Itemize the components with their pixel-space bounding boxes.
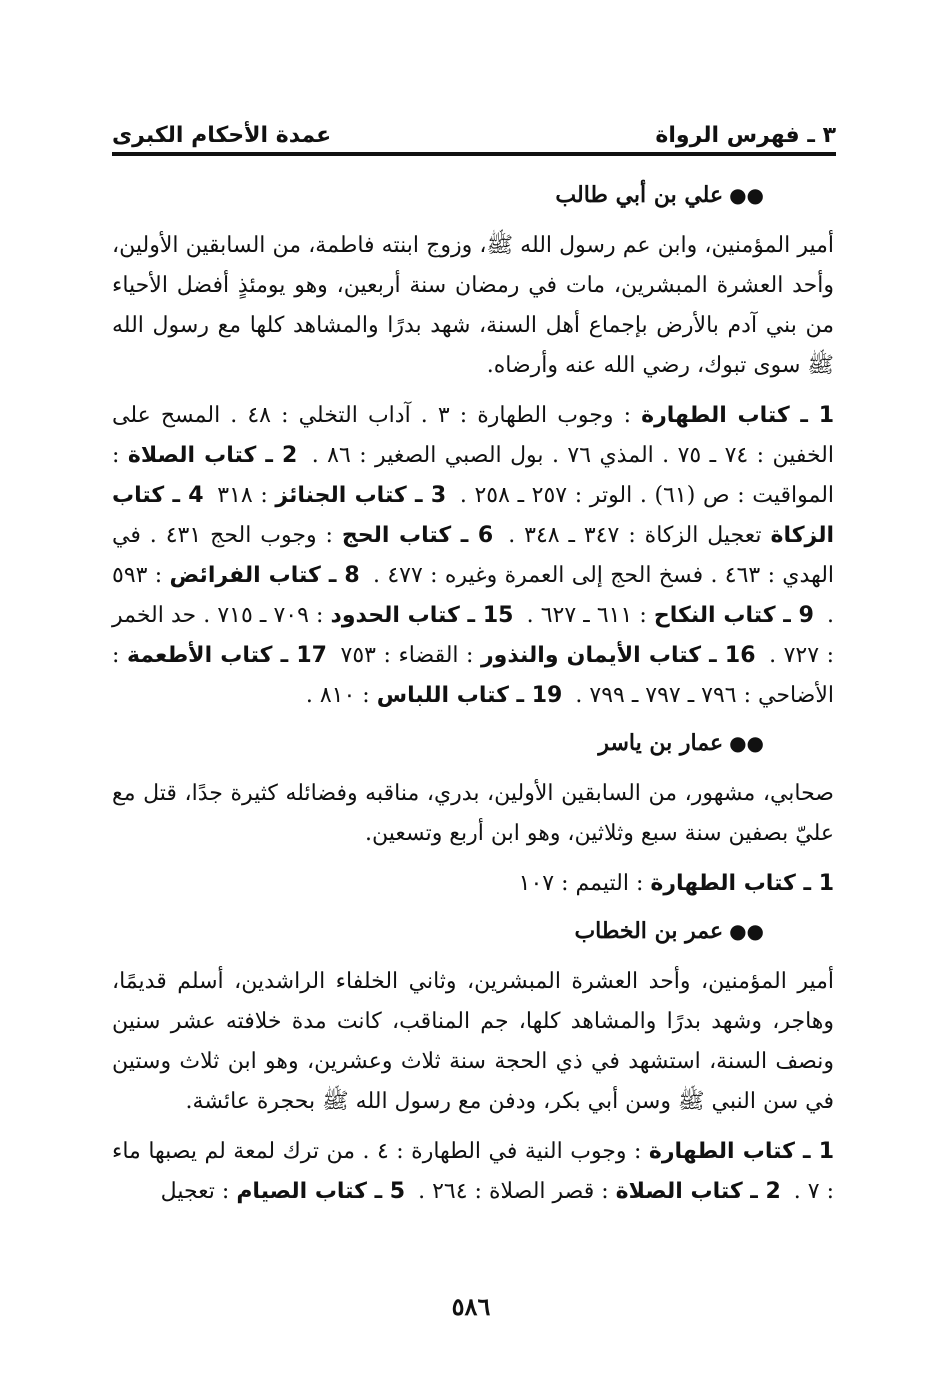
book-label: 2 ـ كتاب الصلاة <box>127 443 298 468</box>
book-label: 16 ـ كتاب الأيمان والنذور <box>480 643 756 668</box>
narrator-name-text: عمار بن ياسر <box>598 730 724 756</box>
book-label: 1 ـ كتاب الطهارة <box>641 403 834 428</box>
book-label: 8 ـ كتاب الفرائض <box>169 563 360 588</box>
hadith-references <box>112 864 834 904</box>
narrator-name <box>112 182 834 208</box>
reference-entry <box>161 1179 405 1204</box>
bullet-icon: ●● <box>729 183 764 207</box>
book-label: 19 ـ كتاب اللباس <box>376 683 563 708</box>
reference-text: : ٨١٠ . <box>305 683 370 708</box>
book-label: 5 ـ كتاب الصيام <box>236 1179 406 1204</box>
book-label: 17 ـ كتاب الأطعمة <box>126 643 327 668</box>
book-label: 2 ـ كتاب الصلاة <box>615 1179 781 1204</box>
reference-text: : القضاء : ٧٥٣ <box>340 643 474 668</box>
reference-text: تعجيل الزكاة : ٣٤٧ ـ ٣٤٨ . <box>508 523 762 548</box>
book-label: 15 ـ كتاب الحدود <box>330 603 514 628</box>
reference-text: : ٦١١ ـ ٦٢٧ . <box>526 603 647 628</box>
reference-text: : وجوب الحج ٤٣١ . في الهدي : ٤٦٣ . فسخ الحج إلى العمرة وغيره : ٤٧٧ . <box>112 523 835 588</box>
reference-entry <box>333 643 756 668</box>
reference-text: : ٧٠٩ ـ ٧١٥ . حد الخمر : ٧٢٧ . <box>112 603 834 668</box>
section-title: ٣ ـ فهرس الرواة <box>655 123 836 148</box>
narrator-bio: أمير المؤمنين، وأحد العشرة المبشرين، وثاني الخلفاء الراشدين، أسلم قديمًا، وهاجر، وشهد بدرًا والمشاهد كلها، جم المناقب، كانت مدة خلافته عشر سنين ونصف السنة، استشهد في ذي الحجة سنة ثلاث وعشرين، وهو ابن ثلاث وستين في سن النبي ﷺ وسن أبي بكر، ودفن مع رسول الله ﷺ بحجرة عائشة. <box>112 969 834 1114</box>
book-label: 6 ـ كتاب الحج <box>341 523 494 548</box>
page-number: ٥٨٦ <box>451 1292 491 1321</box>
reference-text: : قصر الصلاة : ٢٦٤ . <box>418 1179 609 1204</box>
book-label: 3 ـ كتاب الجنائز <box>275 483 447 508</box>
reference-text: : تعجيل <box>160 1179 230 1204</box>
narrator-name-text: عمر بن الخطاب <box>574 918 724 944</box>
reference-text: : الأضاحي : ٧٩٦ ـ ٧٩٧ ـ ٧٩٩ . <box>112 643 834 708</box>
reference-entry <box>519 871 834 896</box>
reference-text: : المواقيت : ص (٦١) . الوتر : ٢٥٧ ـ ٢٥٨ . <box>112 443 835 508</box>
book-label: 1 ـ كتاب الطهارة <box>650 871 834 896</box>
book-label: 4 ـ كتاب الزكاة <box>112 483 834 548</box>
bullet-icon: ●● <box>729 919 764 943</box>
bullet-icon: ●● <box>729 731 764 755</box>
reference-text: : التيمم : ١٠٧ <box>518 871 644 896</box>
narrator-name-text: علي بن أبي طالب <box>555 182 724 208</box>
reference-text: : ٣١٨ <box>217 483 268 508</box>
reference-entry <box>306 683 563 708</box>
book-title: عمدة الأحكام الكبرى <box>112 123 332 148</box>
narrator-bio: صحابي، مشهور، من السابقين الأولين، بدري، مناقبه وفضائله كثيرة جدًا، قتل مع عليّ بصفين سنة سبع وثلاثين، وهو ابن أربع وتسعين. <box>112 781 834 846</box>
running-header <box>112 108 836 156</box>
reference-entry <box>519 603 813 628</box>
narrator-index <box>112 168 834 1226</box>
hadith-references <box>112 1132 834 1212</box>
reference-entry <box>210 483 447 508</box>
reference-text: : وجوب الطهارة : ٣ . آداب التخلي : ٤٨ . المسح على الخفين : ٧٤ ـ ٧٥ . المذي ٧٦ . بول الصبي الصغير : ٨٦ . <box>112 403 834 468</box>
narrator-name <box>112 918 834 944</box>
book-label: 1 ـ كتاب الطهارة <box>648 1139 834 1164</box>
reference-text: : وجوب النية في الطهارة : ٤ . من ترك لمعة لم يصبها ماء : ٧ . <box>112 1139 834 1204</box>
narrator-name <box>112 730 834 756</box>
narrator-bio: أمير المؤمنين، وابن عم رسول الله ﷺ، وزوج ابنته فاطمة، من السابقين الأولين، وأحد العشرة المبشرين، مات في رمضان سنة أربعين، وهو يومئذٍ أفضل الأحياء من بني آدم بالأرض بإجماع أهل السنة، شهد بدرًا والمشاهد كلها مع رسول الله ﷺ سوى تبوك، رضي الله عنه وأرضاه. <box>112 233 834 378</box>
book-label: 9 ـ كتاب النكاح <box>653 603 814 628</box>
reference-text: : ٥٩٣ . <box>112 563 834 628</box>
reference-entry <box>411 1179 781 1204</box>
hadith-references <box>112 396 834 716</box>
